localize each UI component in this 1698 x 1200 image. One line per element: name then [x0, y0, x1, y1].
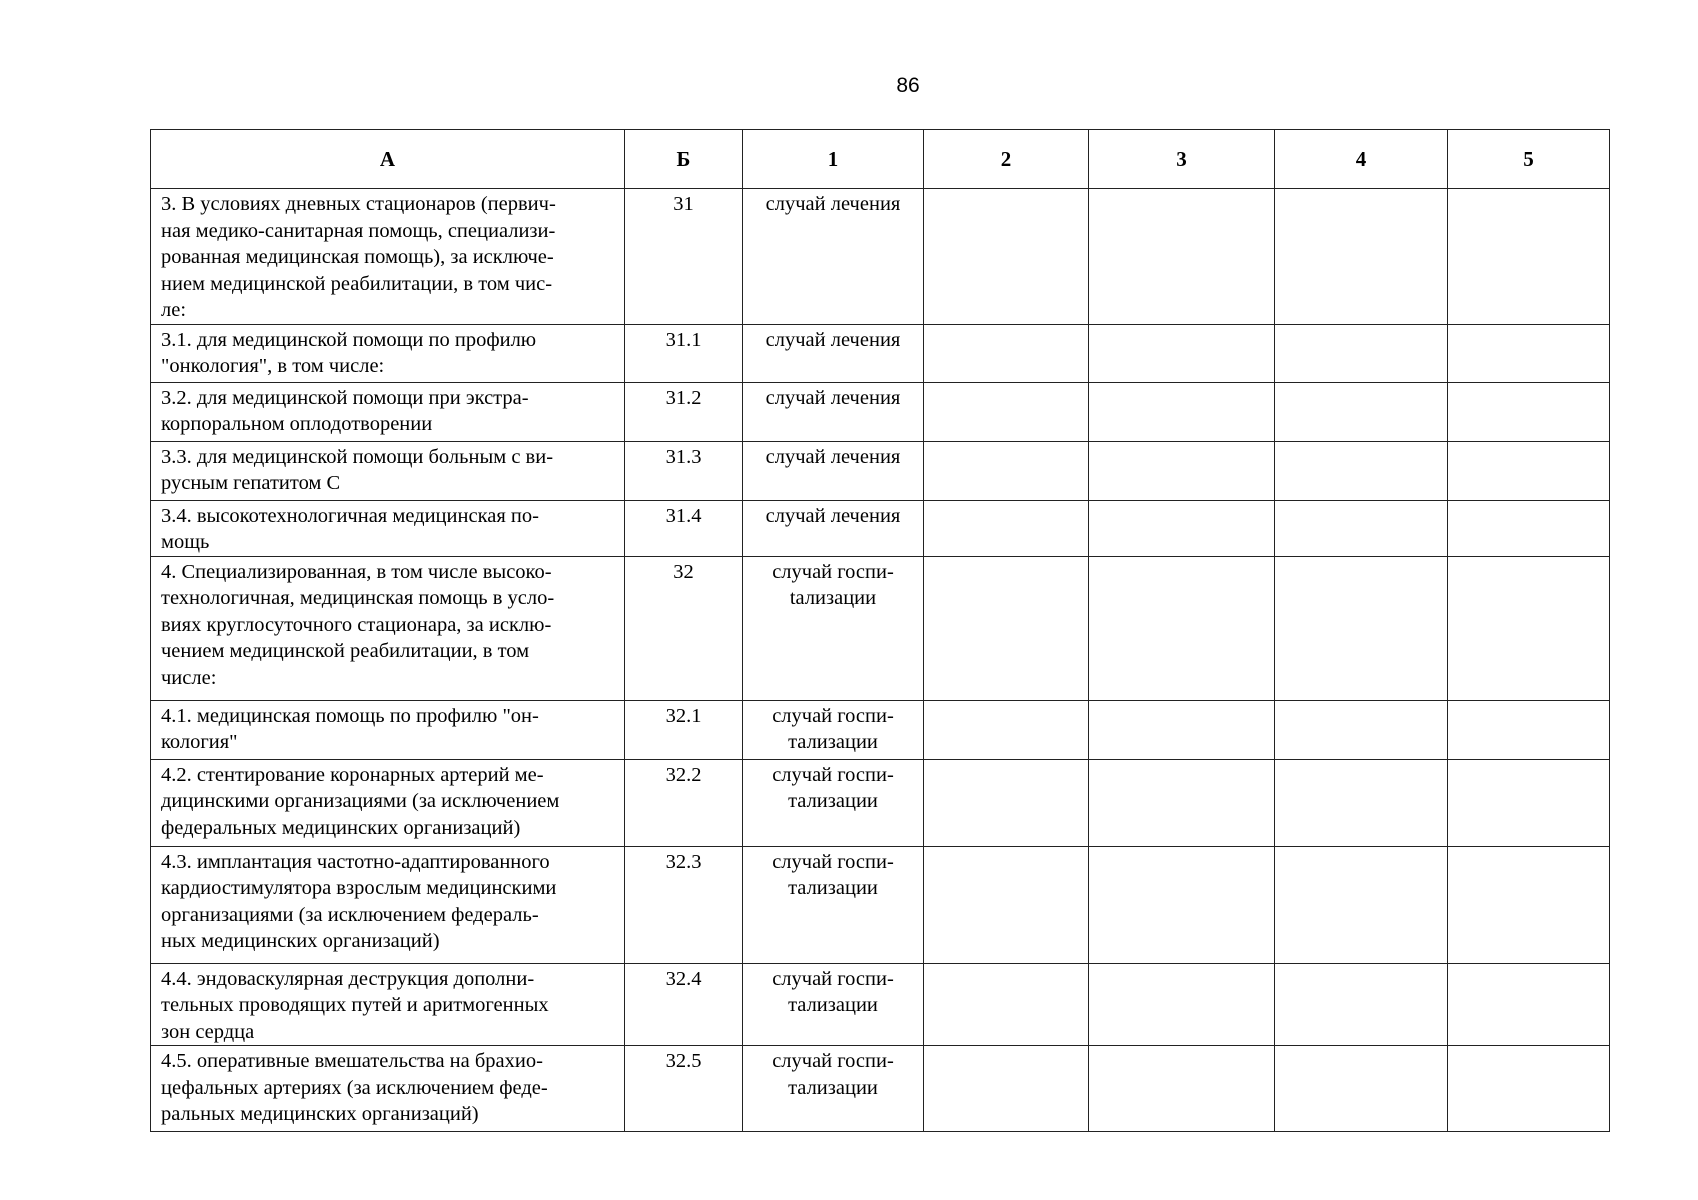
row-code: 32.5	[625, 1046, 743, 1132]
row-name: 4.2. стентирование коронарных артерий ме- дицинскими организациями (за исключением федеральных медицинских организаций)	[151, 759, 625, 846]
row-value-2	[924, 189, 1089, 325]
row-value-2	[924, 700, 1089, 759]
row-value-4	[1275, 556, 1448, 700]
table-row	[151, 556, 1610, 700]
row-name: 4.4. эндоваскулярная деструкция дополни- тельных проводящих путей и аритмогенных зон сердца	[151, 963, 625, 1046]
row-unit: случай госпи- tализации	[743, 556, 924, 700]
row-value-3	[1089, 963, 1275, 1046]
row-code: 32.1	[625, 700, 743, 759]
column-header-a: А	[151, 130, 625, 189]
row-name: 4.1. медицинская помощь по профилю "он- кология"	[151, 700, 625, 759]
table-row	[151, 846, 1610, 963]
row-value-5	[1448, 382, 1610, 441]
row-value-2	[924, 963, 1089, 1046]
table-row	[151, 500, 1610, 556]
table-row	[151, 189, 1610, 325]
row-name: 4.5. оперативные вмешательства на брахио- цефальных артериях (за исключением феде- ральных медицинских организаций)	[151, 1046, 625, 1132]
row-unit: случай госпи- тализации	[743, 700, 924, 759]
row-code: 32	[625, 556, 743, 700]
row-value-4	[1275, 500, 1448, 556]
row-value-5	[1448, 324, 1610, 382]
row-value-3	[1089, 1046, 1275, 1132]
column-header-5: 5	[1448, 130, 1610, 189]
row-value-3	[1089, 441, 1275, 500]
row-code: 31.3	[625, 441, 743, 500]
row-value-2	[924, 324, 1089, 382]
row-name: 4.3. имплантация частотно-адаптированного кардиостимулятора взрослым медицинскими организациями (за исключением федераль- ных медицинских организаций)	[151, 846, 625, 963]
column-header-2: 2	[924, 130, 1089, 189]
row-value-2	[924, 382, 1089, 441]
row-value-4	[1275, 441, 1448, 500]
row-unit: случай госпи- тализации	[743, 846, 924, 963]
row-value-3	[1089, 500, 1275, 556]
row-value-5	[1448, 700, 1610, 759]
row-value-4	[1275, 963, 1448, 1046]
row-value-4	[1275, 759, 1448, 846]
row-value-5	[1448, 556, 1610, 700]
row-value-2	[924, 759, 1089, 846]
table-row	[151, 324, 1610, 382]
row-value-5	[1448, 759, 1610, 846]
row-name: 3.3. для медицинской помощи больным с ви- русным гепатитом С	[151, 441, 625, 500]
table-row	[151, 700, 1610, 759]
row-unit: случай госпи- тализации	[743, 963, 924, 1046]
row-unit: случай госпи- тализации	[743, 759, 924, 846]
table-row	[151, 963, 1610, 1046]
row-value-4	[1275, 846, 1448, 963]
row-code: 32.4	[625, 963, 743, 1046]
row-code: 32.3	[625, 846, 743, 963]
row-unit: случай госпи- тализации	[743, 1046, 924, 1132]
row-unit: случай лечения	[743, 382, 924, 441]
row-code: 31.4	[625, 500, 743, 556]
table-row	[151, 382, 1610, 441]
row-value-2	[924, 441, 1089, 500]
row-value-5	[1448, 441, 1610, 500]
row-value-3	[1089, 759, 1275, 846]
row-code: 31.1	[625, 324, 743, 382]
row-value-2	[924, 556, 1089, 700]
row-code: 32.2	[625, 759, 743, 846]
column-header-1: 1	[743, 130, 924, 189]
row-code: 31.2	[625, 382, 743, 441]
row-value-5	[1448, 963, 1610, 1046]
row-unit: случай лечения	[743, 500, 924, 556]
table-row	[151, 441, 1610, 500]
row-value-4	[1275, 1046, 1448, 1132]
row-value-3	[1089, 189, 1275, 325]
row-value-4	[1275, 700, 1448, 759]
row-unit: случай лечения	[743, 441, 924, 500]
page-number: 86	[896, 74, 920, 97]
row-name: 3. В условиях дневных стационаров (первич- ная медико-санитарная помощь, специализи- рованная медицинская помощь), за исключе- нием медицинской реабилитации, в том чис- ле:	[151, 189, 625, 325]
row-value-3	[1089, 382, 1275, 441]
row-value-5	[1448, 500, 1610, 556]
row-value-3	[1089, 556, 1275, 700]
row-unit: случай лечения	[743, 324, 924, 382]
data-table	[150, 129, 1610, 1132]
row-name: 3.2. для медицинской помощи при экстра- корпоральном оплодотворении	[151, 382, 625, 441]
row-value-3	[1089, 700, 1275, 759]
column-header-4: 4	[1275, 130, 1448, 189]
column-header-3: 3	[1089, 130, 1275, 189]
row-code: 31	[625, 189, 743, 325]
row-value-5	[1448, 1046, 1610, 1132]
row-value-2	[924, 500, 1089, 556]
row-name: 3.4. высокотехнологичная медицинская по- мощь	[151, 500, 625, 556]
table-row	[151, 759, 1610, 846]
row-value-2	[924, 846, 1089, 963]
row-name: 3.1. для медицинской помощи по профилю "онкология", в том числе:	[151, 324, 625, 382]
row-value-4	[1275, 189, 1448, 325]
row-value-5	[1448, 189, 1610, 325]
row-value-3	[1089, 846, 1275, 963]
row-unit: случай лечения	[743, 189, 924, 325]
column-header-b: Б	[625, 130, 743, 189]
row-value-5	[1448, 846, 1610, 963]
row-value-4	[1275, 324, 1448, 382]
table-row	[151, 1046, 1610, 1132]
header-row	[151, 130, 1610, 189]
row-value-3	[1089, 324, 1275, 382]
row-name: 4. Специализированная, в том числе высоко- технологичная, медицинская помощь в усло- виях круглосуточного стационара, за исклю- чением медицинской реабилитации, в том числе:	[151, 556, 625, 700]
row-value-4	[1275, 382, 1448, 441]
row-value-2	[924, 1046, 1089, 1132]
